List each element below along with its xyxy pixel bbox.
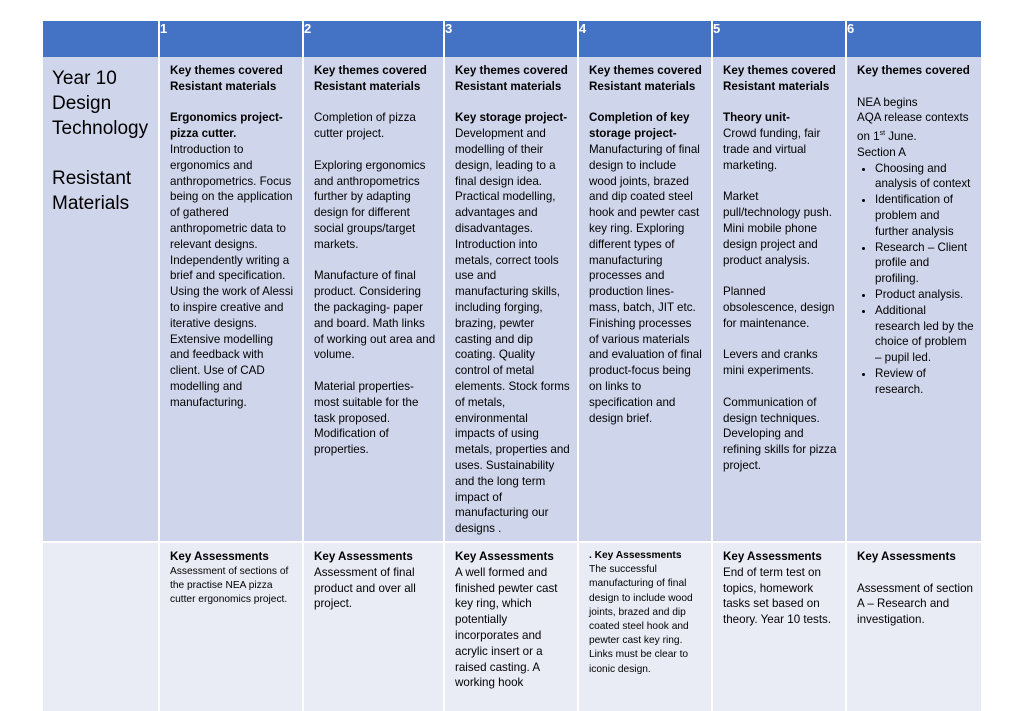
assessment-heading: . Key Assessments — [589, 550, 682, 561]
list-item: • Review of research. — [875, 366, 974, 398]
assessment-text: Assessment of sections of the practise NEA pizza cutter ergonomics project. — [170, 565, 289, 606]
themes-subheading: Resistant materials — [723, 79, 830, 93]
project-title: Ergonomics project- pizza cutter. — [170, 111, 283, 141]
themes-paragraph: Completion of pizza cutter project. — [314, 111, 416, 141]
subtitle-line-2: Materials — [52, 193, 130, 214]
assessment-heading: Key Assessments — [455, 550, 554, 563]
header-col-4: 4 — [578, 21, 712, 57]
assessment-heading: Key Assessments — [857, 550, 956, 563]
section-label: Section A — [857, 145, 906, 159]
themes-paragraph: Communication of design techniques. Developing and refining skills for pizza project. — [723, 395, 837, 472]
subject-title-cell — [43, 57, 159, 542]
assessment-cell-5 — [712, 542, 846, 711]
assessments-corner — [43, 542, 159, 711]
themes-heading: Key themes covered — [314, 64, 427, 77]
themes-heading: Key themes covered — [455, 64, 568, 77]
assessment-cell-3 — [444, 542, 578, 711]
themes-text: Development and modelling of their design, leading to a final design idea. Practical modelling, advantages and disadvantages. Introduction into metals, correct tools use and manufacturing skills, including forging, brazing, pewter casting and dip coating. Quality control of metal elements. Stock forms of metals, environmental impacts of using metals, properties and uses. Sustainability and the long term impact of manufacturing our designs . — [455, 127, 570, 536]
themes-paragraph: Market pull/technology push. Mini mobile phone design project and product analysis. — [723, 190, 832, 267]
list-item: • Identification of problem and further analysis — [875, 192, 974, 239]
themes-cell-4 — [578, 57, 712, 542]
themes-text: Introduction to ergonomics and anthropometrics. Focus being on the application of gathered anthropometric data to relevant designs. Independently writing a brief and specification. Using the work of Alessi to inspire creative and iterative designs. Extensive modelling and feedback with client. Use of CAD modelling and manufacturing. — [170, 142, 294, 409]
title-line-2: Design — [52, 93, 112, 114]
themes-cell-3 — [444, 57, 578, 542]
themes-paragraph: Exploring ergonomics and anthropometrics further by adapting design for different social groups/target markets. — [314, 158, 426, 251]
list-item: • Additional research led by the choice of problem – pupil led. — [875, 303, 974, 366]
title-line-3: Technology — [52, 118, 149, 139]
themes-paragraph: Levers and cranks mini experiments. — [723, 348, 818, 378]
themes-row — [43, 57, 981, 542]
header-col-3: 3 — [444, 21, 578, 57]
themes-heading: Key themes covered — [170, 64, 283, 77]
header-col-1: 1 — [159, 21, 303, 57]
themes-paragraph: Manufacture of final product. Considering the packaging- paper and board. Math links of working out area and volume. — [314, 269, 436, 362]
themes-heading: Key themes covered — [723, 64, 836, 77]
themes-heading: Key themes covered — [589, 64, 702, 77]
scheme-of-work-table — [43, 21, 981, 711]
assessment-heading: Key Assessments — [170, 550, 269, 563]
assessment-text: End of term test on topics, homework tasks set based on theory. Year 10 tests. — [723, 565, 832, 627]
list-item: • Research – Client profile and profiling. — [875, 240, 974, 287]
assessment-text: A well formed and finished pewter cast key ring, which potentially incorporates and acrylic insert or a raised casting. A working hook — [455, 565, 558, 690]
themes-paragraph: Material properties- most suitable for the task proposed. Modification of properties. — [314, 379, 419, 457]
header-col-2: 2 — [303, 21, 444, 57]
themes-paragraph: Planned obsolescence, design for maintenance. — [723, 285, 835, 330]
list-item: • Product analysis. — [875, 287, 974, 303]
header-col-5: 5 — [712, 21, 846, 57]
header-col-6: 6 — [846, 21, 981, 57]
aqa-release: AQA release contexts on 1st June. — [857, 111, 969, 144]
assessment-text: Assessment of final product and over all project. — [314, 565, 416, 611]
themes-subheading: Resistant materials — [314, 79, 421, 93]
themes-text: Manufacturing of final design to include wood joints, brazed and dip coated steel hook and pewter cast key ring. Exploring different types of manufacturing processes and production lines- mass, batch, JIT etc. Finishing processes of various materials and evaluation of final product-focus being on links to specification and design brief. — [589, 142, 702, 425]
project-title: Completion of key storage project- — [589, 111, 690, 141]
themes-paragraph: Crowd funding, fair trade and virtual marketing. — [723, 127, 821, 172]
assessment-cell-4 — [578, 542, 712, 711]
title-line-1: Year 10 — [52, 68, 117, 89]
header-corner — [43, 21, 159, 57]
subtitle-line-1: Resistant — [52, 168, 132, 189]
project-title: Key storage project- — [455, 111, 568, 125]
assessment-cell-6 — [846, 542, 981, 711]
themes-subheading: Resistant materials — [455, 79, 562, 93]
assessment-text: The successful manufacturing of final design to include wood joints, brazed and dip coated steel hook and pewter cast key ring. Links must be clear to iconic design. — [589, 564, 693, 675]
assessment-text: Assessment of section A – Research and investigation. — [857, 581, 973, 627]
assessment-cell-1 — [159, 542, 303, 711]
assessment-heading: Key Assessments — [314, 550, 413, 563]
assessment-cell-2 — [303, 542, 444, 711]
list-item: • Choosing and analysis of context — [875, 161, 974, 193]
themes-cell-2 — [303, 57, 444, 542]
assessments-row — [43, 542, 981, 711]
themes-subheading: Resistant materials — [589, 79, 696, 93]
themes-cell-6 — [846, 57, 981, 542]
assessment-heading: Key Assessments — [723, 550, 822, 563]
nea-bullet-list — [857, 161, 974, 398]
themes-subheading: Resistant materials — [170, 79, 277, 93]
nea-intro: NEA begins — [857, 95, 918, 109]
themes-heading: Key themes covered — [857, 64, 970, 77]
project-title: Theory unit- — [723, 111, 790, 125]
themes-cell-5 — [712, 57, 846, 542]
themes-cell-1 — [159, 57, 303, 542]
header-row — [43, 21, 981, 57]
